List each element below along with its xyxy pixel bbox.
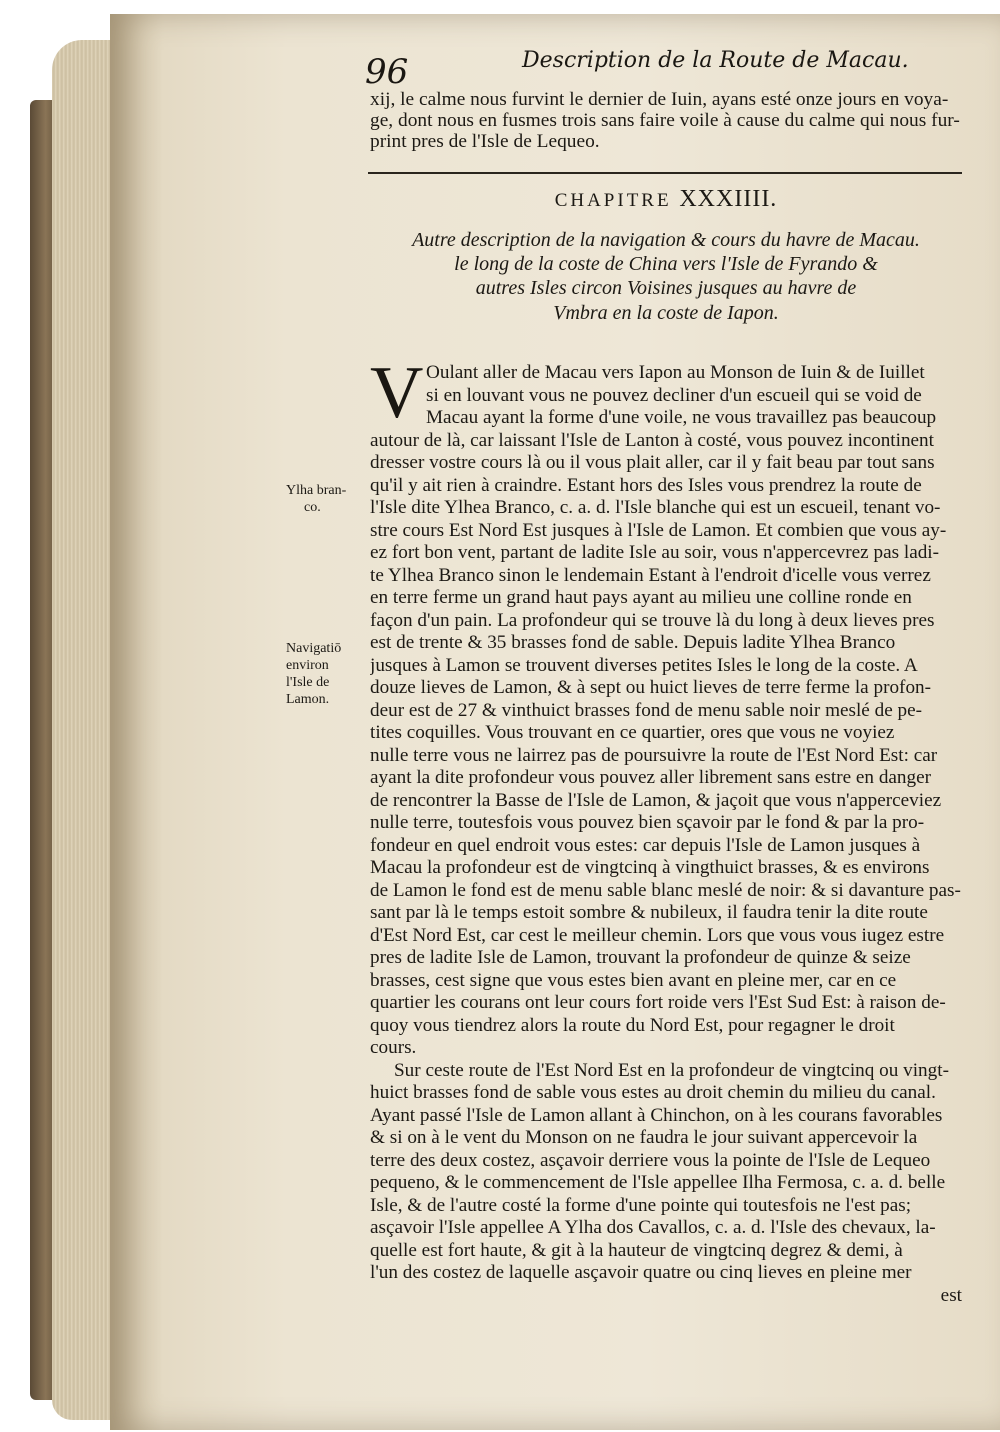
margin-note-line: Ylha bran- xyxy=(286,483,347,498)
body-line: fondeur en quel endroit vous estes: car depuis l'Isle de Lamon jusques à xyxy=(370,834,921,856)
body-line: tites coquilles. Vous trouvant en ce quartier, ores que vous ne voyiez xyxy=(370,722,895,743)
body-line: l'un des costez de laquelle asçavoir quatre ou cinq lieves en pleine mer xyxy=(370,1262,912,1283)
body-line: jusques à Lamon se trouvent diverses petites Isles le long de la coste. A xyxy=(370,654,918,676)
text-line: xij, le calme nous furvint le dernier de Iuin, ayans esté onze jours en voya- xyxy=(370,90,949,110)
body-line: de rencontrer la Basse de l'Isle de Lamon, & jaçoit que vous n'apperceviez xyxy=(370,789,942,811)
body-line: Macau la profondeur est de vingtcinq à vingthuict brasses, & es environs xyxy=(370,857,930,878)
body-line: est xyxy=(940,1284,962,1306)
body-text xyxy=(370,362,962,1307)
body-line: en terre ferme un grand haut pays ayant au milieu une colline ronde en xyxy=(370,587,912,608)
body-line: l'Isle dite Ylhea Branco, c. a. d. l'Isle blanche qui est un escueil, tenant vo- xyxy=(370,497,941,518)
margin-note-line: l'Isle de xyxy=(286,675,330,690)
body-line: douze lieves de Lamon, & à sept ou huict lieves de terre ferme la profon- xyxy=(370,677,932,698)
body-line: si en louvant vous ne pouvez decliner d'un escueil qui se void de xyxy=(426,384,922,406)
running-title: Description de la Route de Macau. xyxy=(522,48,909,73)
body-line: pres de ladite Isle de Lamon, trouvant la profondeur de quinze & seize xyxy=(370,947,911,968)
body-line: pequeno, & le commencement de l'Isle appellee Ilha Fermosa, c. a. d. belle xyxy=(370,1172,946,1193)
body-line: nulle terre vous ne lairrez pas de poursuivre la route de l'Est Nord Est: car xyxy=(370,744,938,766)
text-line: ge, dont nous en fusmes trois sans faire voile à cause du calme qui nous fur- xyxy=(370,110,960,131)
body-line: ez fort bon vent, partant de ladite Isle au soir, vous n'appercevrez pas ladi- xyxy=(370,542,940,563)
margin-note-line: co. xyxy=(304,500,321,515)
body-line: deur est de 27 & vinthuict brasses fond de menu sable noir meslé de pe- xyxy=(370,699,923,721)
body-line: quartier les courans ont leur cours fort roide vers l'Est Sud Est: à raison de- xyxy=(370,992,946,1013)
margin-note-line: Navigatiō xyxy=(286,641,342,656)
body-line: quelle est fort haute, & git à la hauteur de vingtcinq degrez & demi, à xyxy=(370,1239,903,1261)
page-number: 96 xyxy=(365,52,409,92)
body-line: Oulant aller de Macau vers Iapon au Monson de Iuin & de Iuillet xyxy=(426,362,925,383)
chapter-label: CHAPITRE xyxy=(554,190,672,211)
body-line: dresser vostre cours là ou il vous plait aller, car il y fait beau par tout sans xyxy=(370,452,935,473)
top-paragraph xyxy=(370,90,962,153)
summary-line: autres Isles circon Voisines jusques au havre de xyxy=(475,277,857,300)
body-line: nulle terre, toutesfois vous pouvez bien sçavoir par le fond & par la pro- xyxy=(370,812,925,833)
summary-line: Vmbra en la coste de Iapon. xyxy=(553,301,779,324)
margin-note xyxy=(286,482,346,516)
body-line: te Ylhea Branco sinon le lendemain Estant à l'endroit d'icelle vous verrez xyxy=(370,564,931,586)
summary-line: Autre description de la navigation & cours du havre de Macau. xyxy=(412,229,920,251)
body-line: stre cours Est Nord Est jusques à l'Isle de Lamon. Et combien que vous ay- xyxy=(370,519,947,541)
body-line: ayant la dite profondeur vous pouvez aller librement sans estre en danger xyxy=(370,767,932,788)
body-line: Macau ayant la forme d'une voile, ne vous travaillez pas beaucoup xyxy=(426,407,937,428)
margin-note-line: environ xyxy=(286,658,329,673)
margin-note-line: Lamon. xyxy=(286,692,330,707)
body-line: huict brasses fond de sable vous estes au droit chemin du milieu du canal. xyxy=(370,1082,936,1103)
chapter-heading xyxy=(370,186,962,213)
text-line: print pres de l'Isle de Lequeo. xyxy=(370,131,600,152)
body-line: est de trente & 35 brasses fond de sable. Depuis ladite Ylhea Branco xyxy=(370,632,896,653)
body-line: quoy vous tiendrez alors la route du Nord Est, pour regagner le droit xyxy=(370,1014,895,1036)
body-line: Sur ceste route de l'Est Nord Est en la profondeur de vingtcinq ou vingt- xyxy=(394,1059,949,1081)
body-line: terre des deux costez, asçavoir derriere vous la pointe de l'Isle de Lequeo xyxy=(370,1149,931,1171)
body-line: d'Est Nord Est, car cest le meilleur chemin. Lors que vous vous iugez estre xyxy=(370,924,945,946)
body-line: cours. xyxy=(370,1037,417,1058)
chapter-number: XXXIIII. xyxy=(679,186,778,212)
body-line: Isle, & de l'autre costé la forme d'une pointe qui toutesfois ne l'est pas; xyxy=(370,1194,912,1216)
body-line: Ayant passé l'Isle de Lamon allant à Chinchon, on à les courans favorables xyxy=(370,1104,943,1126)
body-line: & si on à le vent du Monson on ne faudra le jour suivant appercevoir la xyxy=(370,1127,918,1148)
body-line: brasses, cest signe que vous estes bien avant en pleine mer, car en ce xyxy=(370,969,897,991)
margin-note xyxy=(286,640,341,708)
body-line: sant par là le temps estoit sombre & nubileux, il faudra tenir la dite route xyxy=(370,902,928,923)
body-line: asçavoir l'Isle appellee A Ylha dos Cavallos, c. a. d. l'Isle des chevaux, la- xyxy=(370,1217,936,1238)
body-line: façon d'un pain. La profondeur qui se trouve là du long à deux lieves pres xyxy=(370,609,935,631)
body-line: de Lamon le fond est de menu sable blanc meslé de noir: & si davanture pas- xyxy=(370,879,961,901)
summary-line: le long de la coste de China vers l'Isle de Fyrando & xyxy=(454,253,878,276)
section-rule xyxy=(368,172,962,174)
body-line: qu'il y ait rien à craindre. Estant hors des Isles vous prendrez la route de xyxy=(370,474,922,496)
body-line: autour de là, car laissant l'Isle de Lanton à costé, vous pouvez incontinent xyxy=(370,429,934,451)
chapter-summary xyxy=(370,228,962,325)
drop-cap: V xyxy=(370,352,424,434)
